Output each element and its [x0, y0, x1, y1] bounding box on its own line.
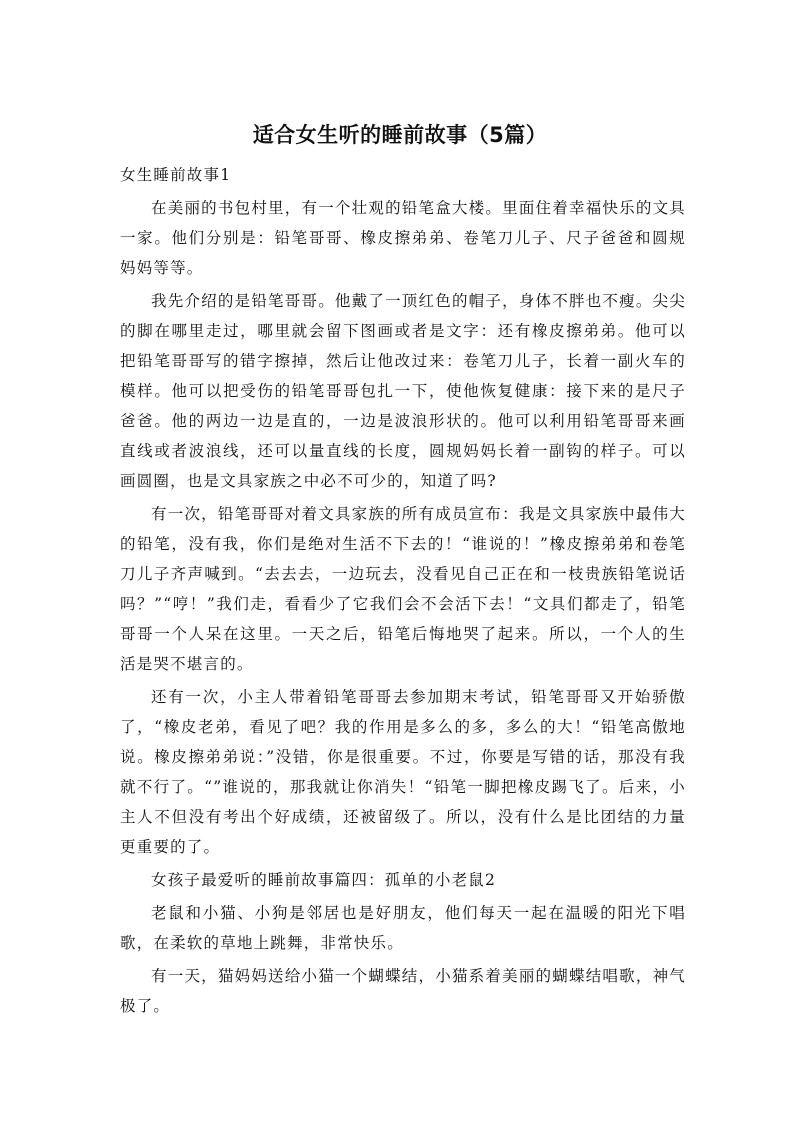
document-body	[120, 160, 686, 1024]
document-title: 适合女生听的睡前故事（5篇）	[252, 123, 548, 147]
paragraph-3: 有一次，铅笔哥哥对着文具家族的所有成员宣布：我是文具家族中最伟大的铅笔，没有我，你们是绝对生活不下去的！“谁说的！”橡皮擦弟弟和卷笔刀儿子齐声喊到。“去去去，一边玩去，没看见自己正在和一枝贵族铅笔说话吗？”“哼！”我们走，看看少了它我们会不会活下去！“文具们都走了，铅笔哥哥一个人呆在这里。一天之后，铅笔后悔地哭了起来。所以，一个人的生活是哭不堪言的。	[120, 505, 686, 673]
paragraph-1: 在美丽的书包村里，有一个壮观的铅笔盒大楼。里面住着幸福快乐的文具一家。他们分别是：铅笔哥哥、橡皮擦弟弟、卷笔刀儿子、尺子爸爸和圆规妈妈等等。	[120, 199, 686, 277]
section-heading-2: 女孩子最爱听的睡前故事篇四：孤单的小老鼠2	[151, 871, 497, 889]
paragraph-6: 有一天，猫妈妈送给小猫一个蝴蝶结，小猫系着美丽的蝴蝶结唱歌，神气极了。	[120, 967, 686, 1015]
paragraph-5: 老鼠和小猫、小狗是邻居也是好朋友，他们每天一起在温暖的阳光下唱歌，在柔软的草地上跳舞，非常快乐。	[120, 904, 686, 952]
paragraph-4: 还有一次，小主人带着铅笔哥哥去参加期末考试，铅笔哥哥又开始骄傲了，“橡皮老弟，看见了吧？我的作用是多么的多，多么的大！“铅笔高傲地说。橡皮擦弟弟说：”没错，你是很重要。不过，你要是写错的话，那没有我就不行了。“”谁说的，那我就让你消失！“铅笔一脚把橡皮踢飞了。后来，小主人不但没有考出个好成绩，还被留级了。所以，没有什么是比团结的力量更重要的了。	[120, 688, 686, 856]
section-heading-1: 女生睡前故事1	[120, 166, 232, 184]
paragraph-2: 我先介绍的是铅笔哥哥。他戴了一顶红色的帽子，身体不胖也不瘦。尖尖的脚在哪里走过，哪里就会留下图画或者是文字：还有橡皮擦弟弟。他可以把铅笔哥哥写的错字擦掉，然后让他改过来：卷笔刀儿子，长着一副火车的模样。他可以把受伤的铅笔哥哥包扎一下，使他恢复健康：接下来的是尺子爸爸。他的两边一边是直的，一边是波浪形状的。他可以利用铅笔哥哥来画直线或者波浪线，还可以量直线的长度，圆规妈妈长着一副钩的样子。可以画圆圈，也是文具家族之中必不可少的，知道了吗?	[120, 292, 686, 490]
